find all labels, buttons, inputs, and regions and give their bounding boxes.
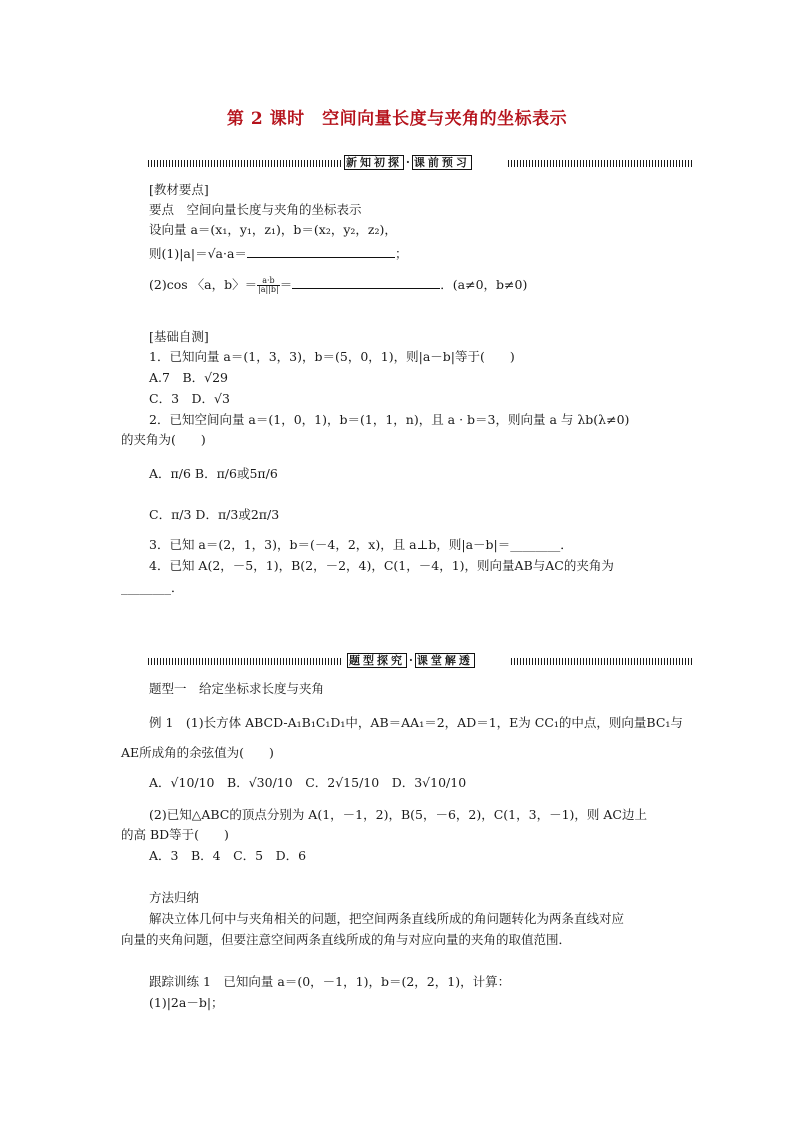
tracking-exercise-part1: (1)|2a－b|； bbox=[149, 995, 224, 1010]
banner-title: 题型探究 · 课堂解透 bbox=[349, 653, 473, 667]
banner-hatch-left bbox=[148, 160, 342, 167]
banner-hatch-right bbox=[508, 160, 693, 167]
answer-blank bbox=[292, 276, 440, 289]
banner-label-left: 新知初探 bbox=[346, 155, 402, 169]
fraction-numerator: a·b bbox=[257, 277, 280, 286]
selftest-heading: [基础自测] bbox=[149, 329, 209, 344]
tracking-exercise: 跟踪训练 1 已知向量 a＝(0，－1，1)，b＝(2，2，1)，计算： bbox=[149, 974, 511, 989]
example2-options: A．3 B．4 C．5 D．6 bbox=[149, 848, 307, 863]
banner-label-left: 题型探究 bbox=[349, 653, 405, 667]
cos-fraction bbox=[257, 277, 280, 294]
method-line1: 解决立体几何中与夹角相关的问题，把空间两条直线所成的角问题转化为两条直线对应 bbox=[149, 911, 625, 926]
line1-text: 则(1)|a|＝√a·a＝ bbox=[149, 246, 247, 261]
answer-blank bbox=[247, 245, 395, 258]
banner-hatch-left bbox=[148, 658, 342, 665]
example2-line2: 的高 BD等于( ) bbox=[121, 827, 229, 842]
textbook-setup: 设向量 a＝(x₁，y₁，z₁)，b＝(x₂，y₂，z₂)， bbox=[149, 222, 397, 237]
q2-options-ab: A．π/6 B．π/6或5π/6 bbox=[149, 466, 278, 481]
example2-line1: (2)已知△ABC的顶点分别为 A(1，－1，2)，B(5，－6，2)，C(1，3，－1)，则 AC边上 bbox=[149, 807, 647, 822]
banner-label-right: 课堂解透 bbox=[416, 653, 473, 667]
method-heading: 方法归纳 bbox=[149, 890, 200, 905]
example1-line1: 例 1 (1)长方体 ABCD-A₁B₁C₁D₁中，AB＝AA₁＝2，AD＝1，E为 CC₁的中点，则向量BC₁与 bbox=[149, 715, 683, 730]
question-4-line1: 4．已知 A(2，－5，1)，B(2，－2，4)，C(1，－4，1)，则向量AB与AC的夹角为 bbox=[149, 558, 614, 573]
textbook-line2: (2)cos 〈a，b〉＝ $\frac{a\cdot b}{|a||b|}$ ＝ ．(a≠0，b≠0) bbox=[149, 276, 528, 294]
question-2-line1: 2．已知空间向量 a＝(1，0，1)，b＝(1，1，n)，且 a · b＝3，则向量 a 与 λb(λ≠0) bbox=[149, 412, 630, 427]
section-banner-explore bbox=[148, 655, 693, 667]
type1-heading: 题型一 给定坐标求长度与夹角 bbox=[149, 681, 325, 696]
line2-suffix: ．(a≠0，b≠0) bbox=[440, 277, 528, 292]
textbook-heading: [教材要点] bbox=[149, 182, 209, 197]
banner-title: 新知初探 · 课前预习 bbox=[346, 155, 470, 169]
q1-options-cd: C．3 D．√3 bbox=[149, 391, 230, 406]
fraction-denominator: |a||b| bbox=[258, 285, 279, 294]
q1-options-ab: A.7 B．√29 bbox=[149, 370, 229, 385]
example1-line2: AE所成角的余弦值为( ) bbox=[121, 745, 274, 760]
section-banner-preview bbox=[148, 157, 693, 169]
page-title: 第 2 课时 空间向量长度与夹角的坐标表示 bbox=[226, 109, 568, 129]
question-1: 1．已知向量 a＝(1，3，3)，b＝(5，0，1)，则|a－b|等于( ) bbox=[149, 349, 515, 364]
line2-prefix: (2)cos 〈a，b〉＝ bbox=[149, 277, 258, 292]
textbook-point: 要点 空间向量长度与夹角的坐标表示 bbox=[149, 202, 362, 217]
question-2-line2: 的夹角为( ) bbox=[121, 432, 206, 447]
banner-label-right: 课前预习 bbox=[413, 155, 470, 169]
method-line2: 向量的夹角问题，但要注意空间两条直线所成的角与对应向量的夹角的取值范围． bbox=[121, 932, 572, 947]
q2-options-cd: C．π/3 D．π/3或2π/3 bbox=[149, 507, 280, 522]
question-4-line2: ________． bbox=[121, 580, 184, 595]
example1-options: A．√10/10 B．√30/10 C．2√15/10 D．3√10/10 bbox=[149, 775, 467, 790]
textbook-line1: 则(1)|a|＝√a·a＝ ； bbox=[149, 246, 408, 261]
banner-hatch-right bbox=[511, 658, 693, 665]
question-3: 3．已知 a＝(2，1，3)，b＝(－4，2，x)，且 a⊥b，则|a－b|＝________． bbox=[149, 537, 573, 552]
